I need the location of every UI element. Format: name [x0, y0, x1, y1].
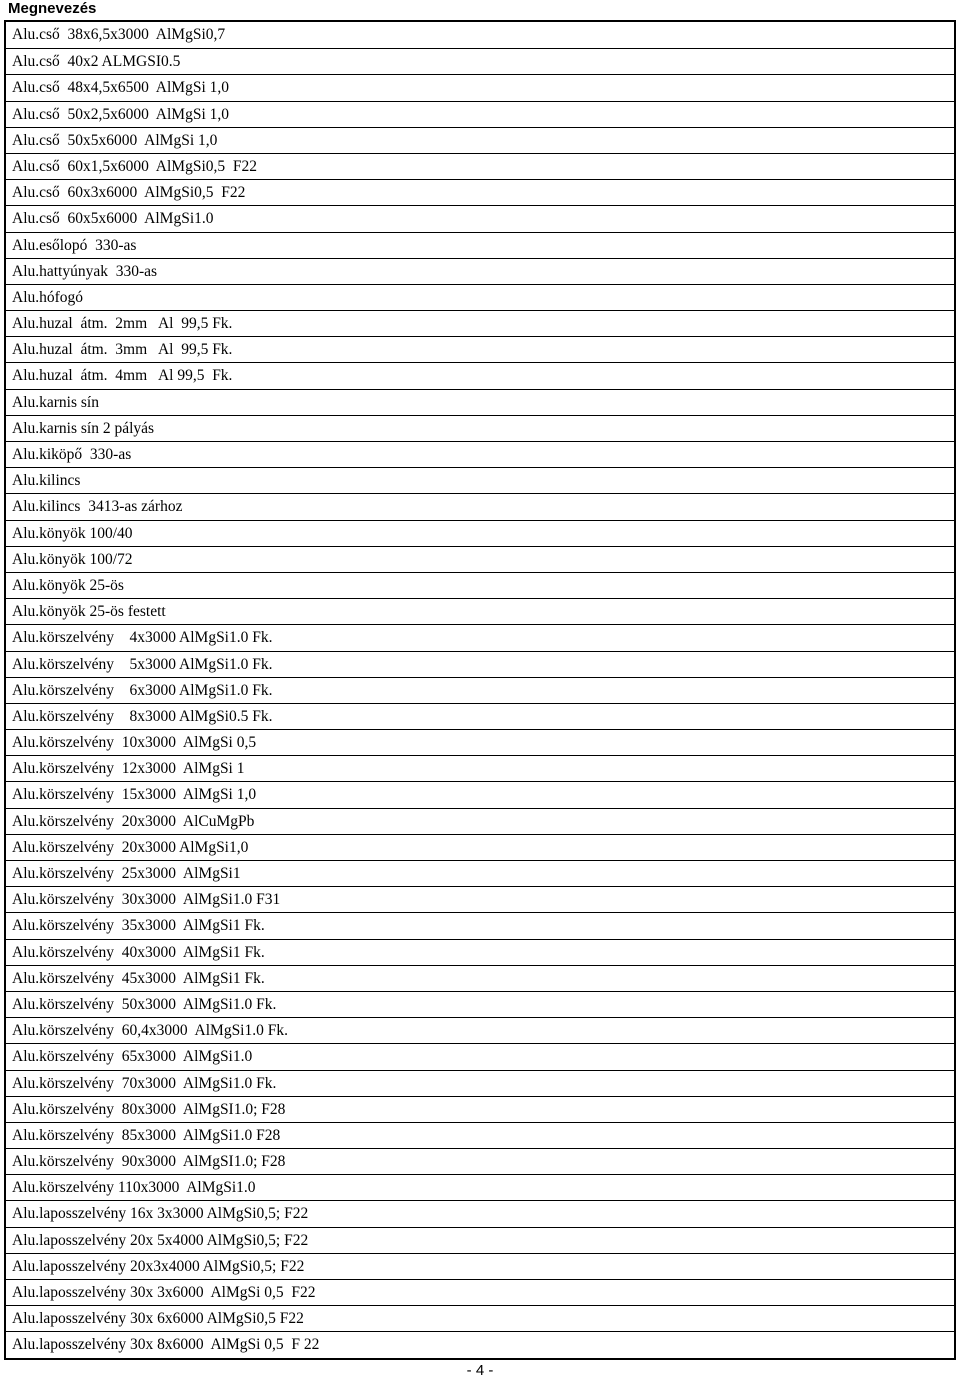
table-row: Alu.kilincs [6, 467, 954, 493]
table-row: Alu.körszelvény 80x3000 AlMgSI1.0; F28 [6, 1096, 954, 1122]
table-row: Alu.hófogó [6, 284, 954, 310]
table-row: Alu.körszelvény 20x3000 AlCuMgPb [6, 808, 954, 834]
table-row: Alu.cső 40x2 ALMGSI0.5 [6, 48, 954, 74]
table-row: Alu.cső 50x5x6000 AlMgSi 1,0 [6, 127, 954, 153]
table-row: Alu.laposszelvény 20x3x4000 AlMgSi0,5; F22 [6, 1253, 954, 1279]
table-row: Alu.karnis sín 2 pályás [6, 415, 954, 441]
table-row: Alu.cső 48x4,5x6500 AlMgSi 1,0 [6, 74, 954, 100]
table-row: Alu.körszelvény 90x3000 AlMgSI1.0; F28 [6, 1148, 954, 1174]
table-row: Alu.laposszelvény 20x 5x4000 AlMgSi0,5; F22 [6, 1227, 954, 1253]
table-row: Alu.körszelvény 30x3000 AlMgSi1.0 F31 [6, 886, 954, 912]
table-row: Alu.körszelvény 5x3000 AlMgSi1.0 Fk. [6, 651, 954, 677]
table-row: Alu.körszelvény 20x3000 AlMgSi1,0 [6, 834, 954, 860]
table-row: Alu.hattyúnyak 330-as [6, 258, 954, 284]
page-number: - 4 - [466, 1362, 494, 1379]
table-row: Alu.laposszelvény 30x 6x6000 AlMgSi0,5 F22 [6, 1305, 954, 1331]
table-row: Alu.laposszelvény 30x 8x6000 AlMgSi 0,5 F 22 [6, 1331, 954, 1357]
table-row: Alu.könyök 25-ös festett [6, 598, 954, 624]
table-row: Alu.körszelvény 65x3000 AlMgSi1.0 [6, 1043, 954, 1069]
table-row: Alu.körszelvény 45x3000 AlMgSi1 Fk. [6, 965, 954, 991]
table-row: Alu.huzal átm. 4mm Al 99,5 Fk. [6, 362, 954, 388]
table-row: Alu.körszelvény 35x3000 AlMgSi1 Fk. [6, 912, 954, 938]
table-row: Alu.cső 38x6,5x3000 AlMgSi0,7 [12, 26, 226, 43]
table-row: Alu.könyök 100/40 [6, 520, 954, 546]
table-row: Alu.könyök 100/72 [6, 546, 954, 572]
table-row: Alu.huzal átm. 3mm Al 99,5 Fk. [6, 336, 954, 362]
table-row: Alu.körszelvény 12x3000 AlMgSi 1 [6, 755, 954, 781]
table-row: Alu.körszelvény 60,4x3000 AlMgSi1.0 Fk. [6, 1017, 954, 1043]
column-header: Megnevezés [8, 0, 97, 17]
table-row: Alu.körszelvény 6x3000 AlMgSi1.0 Fk. [6, 677, 954, 703]
table-row: Alu.körszelvény 10x3000 AlMgSi 0,5 [6, 729, 954, 755]
table-row: Alu.kilincs 3413-as zárhoz [6, 493, 954, 519]
table-row: Alu.laposszelvény 16x 3x3000 AlMgSi0,5; F22 [6, 1200, 954, 1226]
table-row: Alu.cső 50x2,5x6000 AlMgSi 1,0 [6, 101, 954, 127]
product-table [4, 20, 956, 1360]
table-row: Alu.cső 60x1,5x6000 AlMgSi0,5 F22 [6, 153, 954, 179]
table-row: Alu.körszelvény 8x3000 AlMgSi0.5 Fk. [6, 703, 954, 729]
table-row: Alu.körszelvény 25x3000 AlMgSi1 [6, 860, 954, 886]
table-row: Alu.laposszelvény 30x 3x6000 AlMgSi 0,5 F22 [6, 1279, 954, 1305]
table-row: Alu.körszelvény 50x3000 AlMgSi1.0 Fk. [6, 991, 954, 1017]
table-row: Alu.körszelvény 85x3000 AlMgSi1.0 F28 [6, 1122, 954, 1148]
table-row: Alu.huzal átm. 2mm Al 99,5 Fk. [6, 310, 954, 336]
table-row: Alu.körszelvény 70x3000 AlMgSi1.0 Fk. [6, 1070, 954, 1096]
table-row: Alu.kiköpő 330-as [6, 441, 954, 467]
table-row: Alu.cső 60x3x6000 AlMgSi0,5 F22 [6, 179, 954, 205]
table-row: Alu.körszelvény 4x3000 AlMgSi1.0 Fk. [6, 624, 954, 650]
table-row: Alu.körszelvény 40x3000 AlMgSi1 Fk. [6, 939, 954, 965]
table-row: Alu.körszelvény 110x3000 AlMgSi1.0 [6, 1174, 954, 1200]
table-row: Alu.könyök 25-ös [6, 572, 954, 598]
table-row: Alu.karnis sín [6, 389, 954, 415]
table-row: Alu.esőlopó 330-as [6, 232, 954, 258]
table-row: Alu.cső 60x5x6000 AlMgSi1.0 [6, 205, 954, 231]
table-row: Alu.körszelvény 15x3000 AlMgSi 1,0 [6, 781, 954, 807]
